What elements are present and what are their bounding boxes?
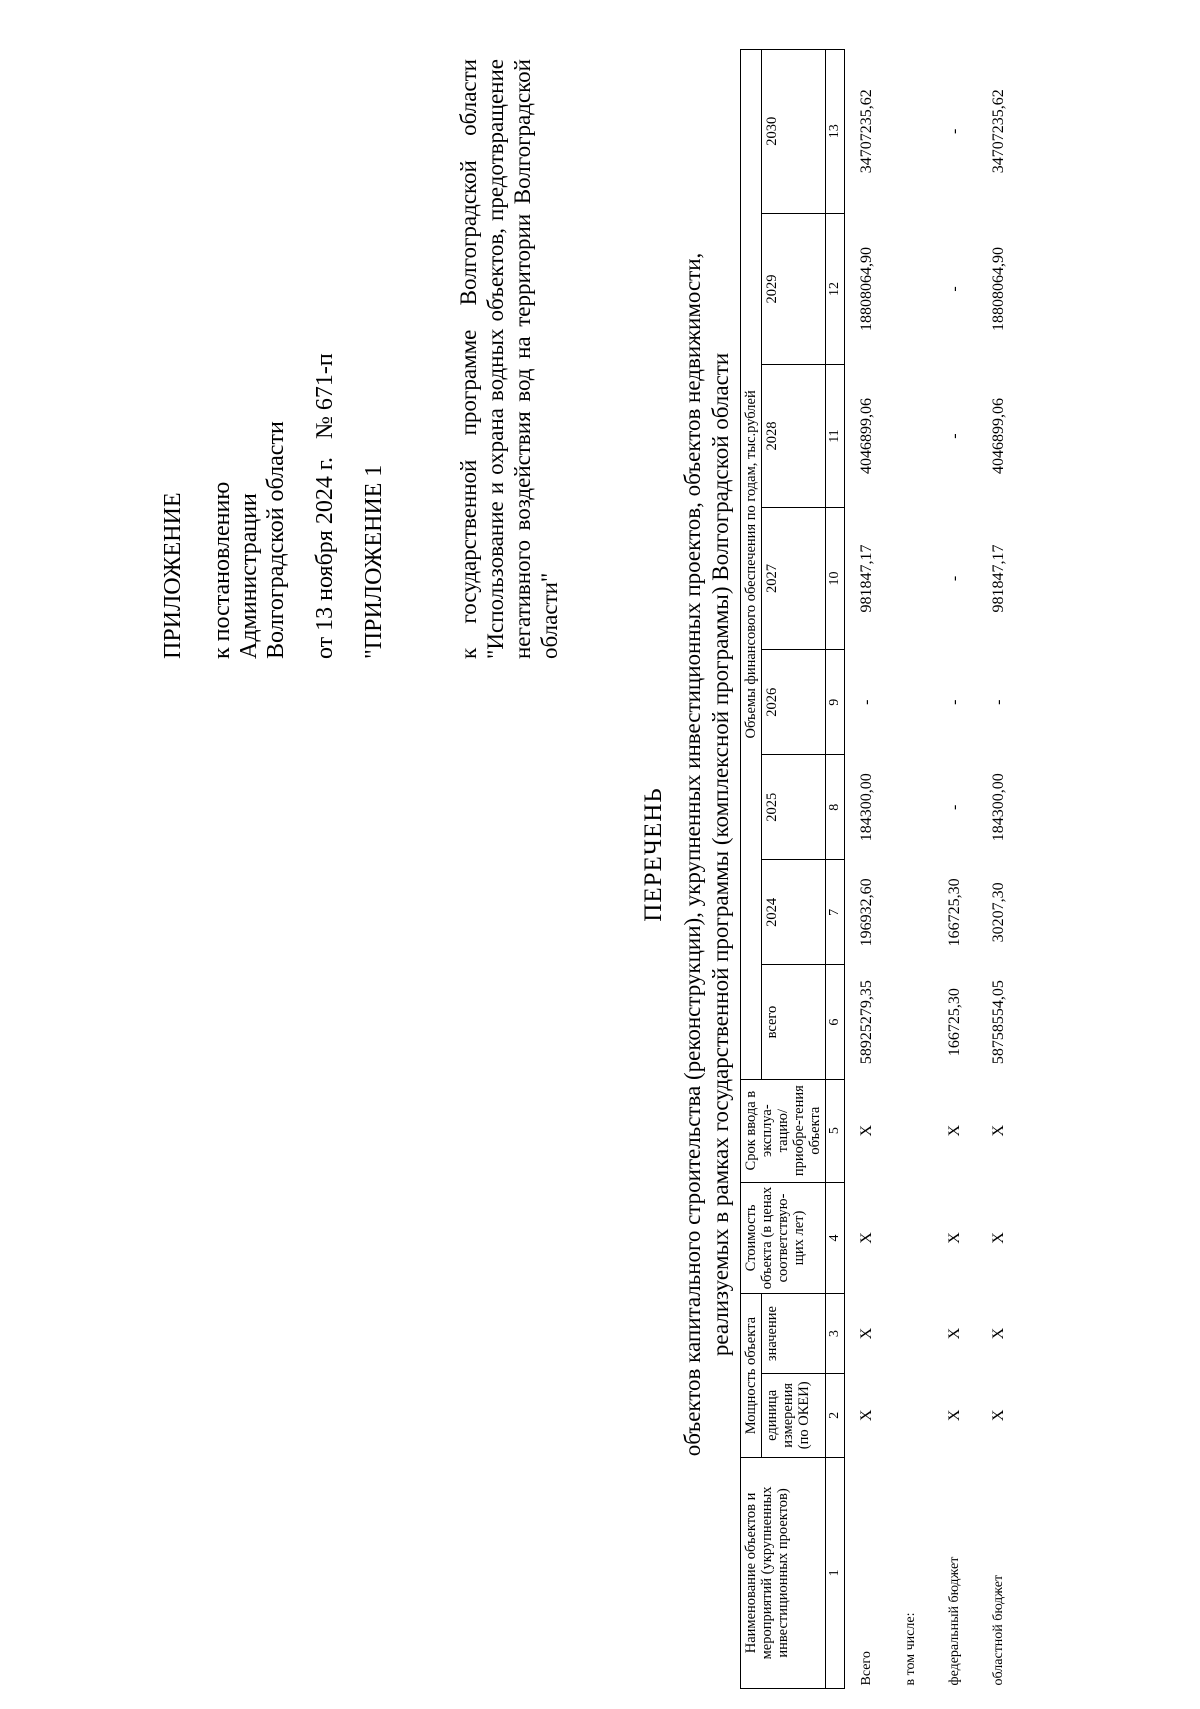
header-unit: единица измерения (по ОКЕИ): [762, 1373, 826, 1457]
column-number: 13: [826, 50, 845, 214]
appendix-header: [160, 39, 388, 659]
table-row: [977, 50, 1021, 1689]
program-text: к государственной программе Волгоградской области "Использование и охрана водных объектов, предотвращение негативного воздействия вод на территории Волгоградской области": [456, 59, 562, 659]
table-cell: [889, 755, 933, 860]
column-number: 7: [826, 860, 845, 965]
table-cell: 184300,00: [858, 773, 875, 842]
table-cell: [889, 365, 933, 507]
column-number: 3: [826, 1294, 845, 1373]
column-number: 11: [826, 365, 845, 507]
row-name: федеральный бюджет: [947, 1556, 962, 1686]
to-resolution-text: к постановлению: [209, 481, 235, 659]
header-year: 2029: [762, 213, 826, 365]
table-row: [889, 50, 933, 1689]
table-cell: [889, 860, 933, 965]
table-cell: -: [946, 699, 963, 705]
table-cell: Х: [990, 1327, 1007, 1340]
header-capacity: Мощность объекта: [741, 1294, 762, 1457]
table-cell: Х: [946, 1124, 963, 1137]
table-cell: 30207,30: [990, 882, 1007, 943]
header-cost: Стоимость объекта (в ценах соответствую-щих лет): [741, 1182, 826, 1294]
date-line: от 13 ноября 2024 г. № 671-п: [312, 353, 338, 659]
table-cell: Х: [946, 1327, 963, 1340]
table-cell: Х: [990, 1232, 1007, 1244]
header-term: Срок ввода в эксплуа-тацию/ приобре-тения объекта: [741, 1079, 826, 1182]
row-name: в том числе:: [903, 1612, 918, 1686]
column-number: 1: [826, 1457, 845, 1688]
header-value: значение: [762, 1294, 826, 1373]
table-cell: Х: [858, 1409, 875, 1422]
appendix-title: ПРИЛОЖЕНИЕ: [160, 492, 186, 659]
table-cell: 166725,30: [946, 988, 963, 1057]
table-cell: -: [946, 575, 963, 582]
table-cell: [889, 1182, 933, 1294]
table-cell: -: [946, 433, 963, 439]
header-year: 2028: [762, 365, 826, 507]
document-subtitle-line1: объектов капитального строительства (реконструкции), укрупненных инвестиционных проектов, объектов недвижимости,: [680, 252, 705, 1457]
table-cell: Х: [990, 1124, 1007, 1137]
header-year: 2030: [762, 50, 826, 214]
table-cell: 18808064,90: [990, 246, 1007, 331]
table-cell: -: [990, 699, 1007, 705]
table-cell: 18808064,90: [858, 246, 875, 331]
table-cell: 166725,30: [946, 878, 963, 947]
table-cell: [889, 213, 933, 365]
table-cell: 4046899,06: [990, 398, 1007, 475]
header-total: всего: [762, 965, 826, 1079]
column-number: 12: [826, 213, 845, 365]
document-title: ПЕРЕЧЕНЬ: [640, 787, 667, 922]
header-year: 2024: [762, 860, 826, 965]
region-text: Волгоградской области: [263, 421, 289, 659]
table-cell: Х: [858, 1327, 875, 1340]
document-subtitle-line2: реализуемых в рамках государственной программы (комплексной программы) Волгоградской области: [708, 352, 733, 1357]
header-name: Наименование объектов и мероприятий (укрупненных инвестиционных проектов): [741, 1457, 826, 1688]
table-cell: Х: [858, 1124, 875, 1137]
table-cell: 58758554,05: [990, 980, 1007, 1065]
column-number: 2: [826, 1373, 845, 1457]
table-cell: Х: [990, 1409, 1007, 1422]
header-year: 2026: [762, 650, 826, 755]
objects-table: [740, 49, 1021, 1689]
table-cell: -: [946, 286, 963, 292]
table-cell: [889, 965, 933, 1079]
table-cell: [889, 507, 933, 649]
administration-text: Администрации: [236, 493, 262, 659]
row-name: Всего: [859, 1651, 874, 1686]
table-cell: 184300,00: [990, 773, 1007, 842]
header-year: 2027: [762, 507, 826, 649]
column-number: 6: [826, 965, 845, 1079]
table-cell: Х: [946, 1409, 963, 1422]
table-row: [933, 50, 977, 1689]
column-number: 5: [826, 1079, 845, 1182]
table-cell: [889, 1373, 933, 1457]
header-volumes: Объемы финансового обеспечения по годам, тыс.рублей: [741, 50, 762, 1080]
table-cell: Х: [858, 1232, 875, 1244]
table-cell: 981847,17: [858, 544, 875, 613]
table-cell: 34707235,62: [858, 89, 875, 174]
table-cell: 58925279,35: [858, 980, 875, 1065]
column-number: 10: [826, 507, 845, 649]
table-cell: -: [946, 804, 963, 810]
table-cell: [889, 1294, 933, 1373]
table-cell: [889, 650, 933, 755]
row-name: областной бюджет: [991, 1574, 1006, 1686]
header-year: 2025: [762, 755, 826, 860]
table-cell: 981847,17: [990, 544, 1007, 613]
column-number: 8: [826, 755, 845, 860]
table-cell: [889, 50, 933, 214]
table-cell: -: [858, 699, 875, 705]
column-numbers-row: [826, 50, 845, 1689]
table-row: [845, 50, 890, 1689]
table-cell: -: [946, 128, 963, 134]
table-cell: 34707235,62: [990, 89, 1007, 174]
appendix1-title: "ПРИЛОЖЕНИЕ 1: [361, 464, 387, 659]
table-cell: 4046899,06: [858, 398, 875, 475]
table-cell: [889, 1079, 933, 1182]
column-number: 4: [826, 1182, 845, 1294]
table-cell: Х: [946, 1232, 963, 1244]
table-cell: 196932,60: [858, 878, 875, 947]
column-number: 9: [826, 650, 845, 755]
